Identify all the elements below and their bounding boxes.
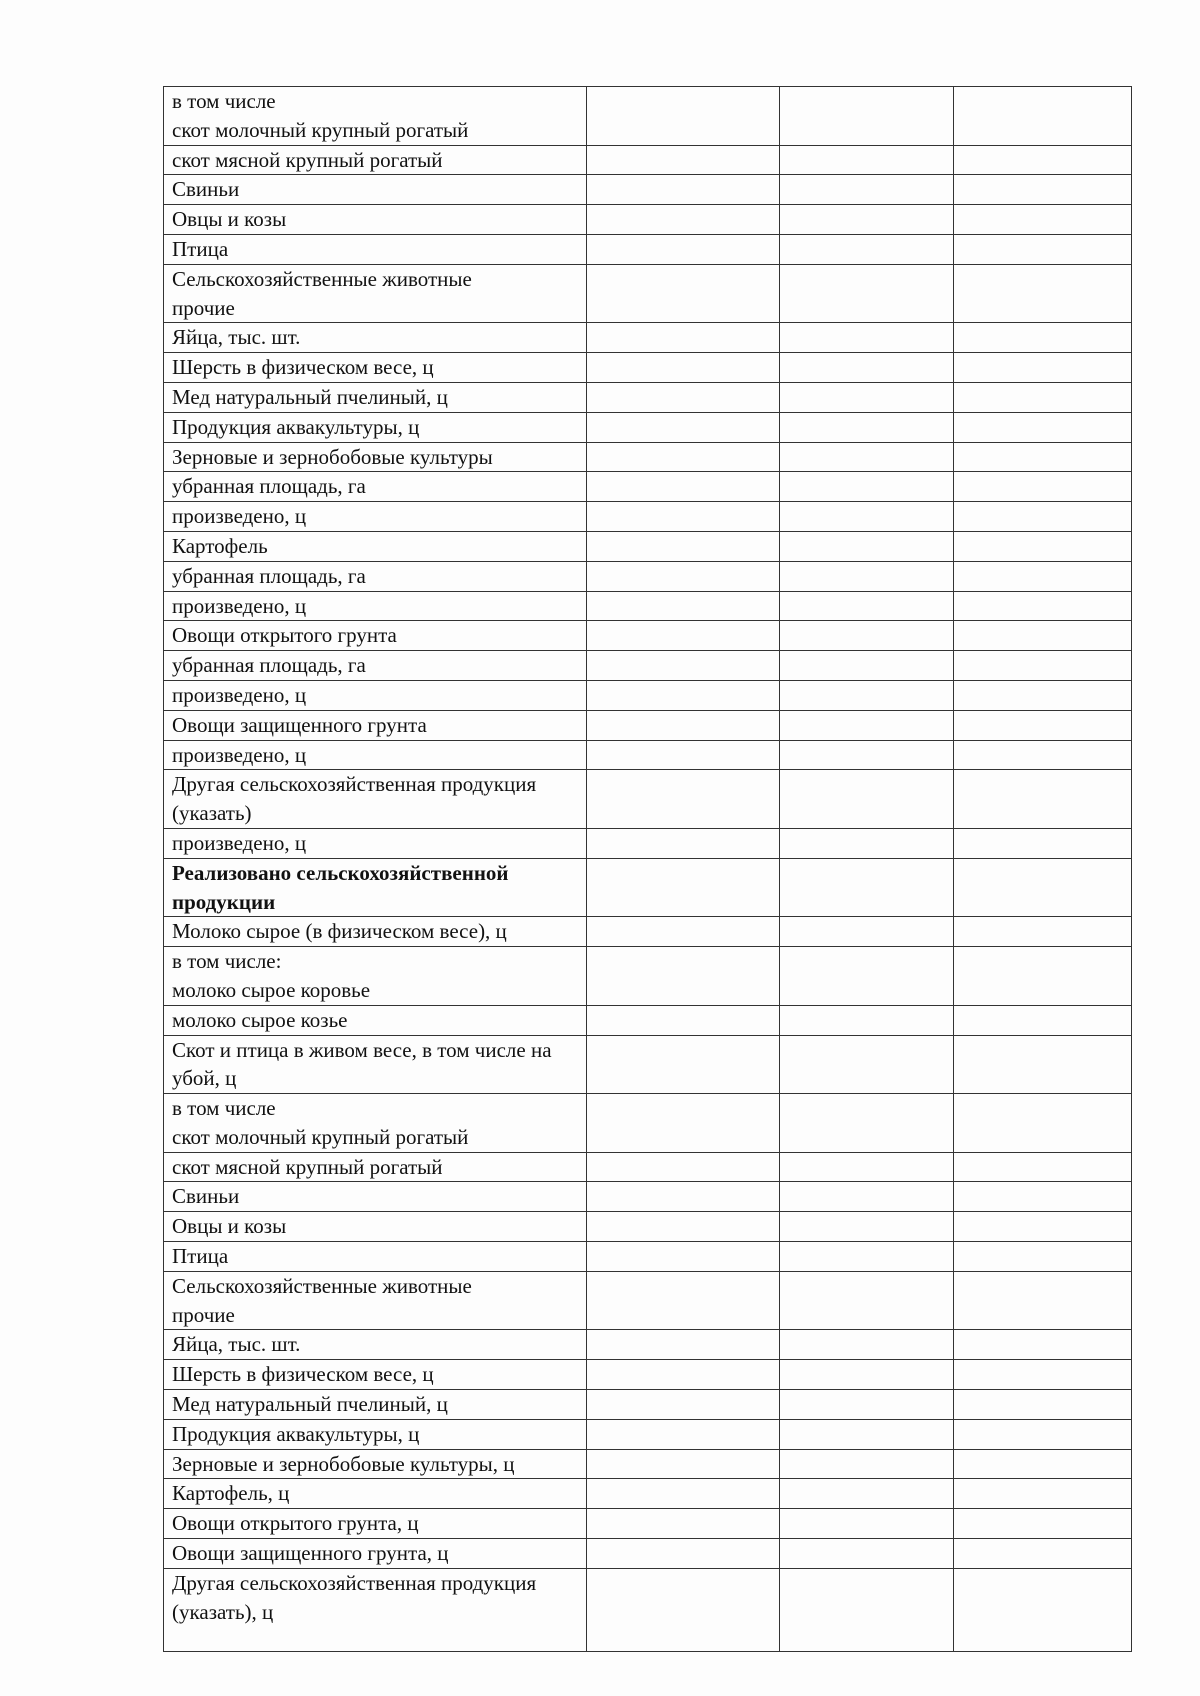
table-row bbox=[164, 1479, 1132, 1509]
row-label-line: убранная площадь, га bbox=[172, 563, 366, 588]
value-cell-3 bbox=[954, 947, 1132, 1006]
row-label bbox=[164, 947, 587, 1006]
value-cell-3 bbox=[954, 740, 1132, 770]
value-cell-3 bbox=[954, 1390, 1132, 1420]
table-row bbox=[164, 947, 1132, 1006]
value-cell-3 bbox=[954, 145, 1132, 175]
value-cell-1 bbox=[587, 1212, 780, 1242]
row-label-line: Яйца, тыс. шт. bbox=[172, 325, 301, 350]
table-row bbox=[164, 205, 1132, 235]
value-cell-2 bbox=[780, 323, 954, 353]
value-cell-1 bbox=[587, 858, 780, 917]
value-cell-3 bbox=[954, 1152, 1132, 1182]
value-cell-1 bbox=[587, 917, 780, 947]
row-label-line: скот молочный крупный рогатый bbox=[172, 1124, 469, 1149]
row-label bbox=[164, 412, 587, 442]
value-cell-1 bbox=[587, 1182, 780, 1212]
value-cell-3 bbox=[954, 651, 1132, 681]
value-cell-2 bbox=[780, 770, 954, 829]
value-cell-3 bbox=[954, 175, 1132, 205]
row-label-line: убранная площадь, га bbox=[172, 474, 366, 499]
value-cell-2 bbox=[780, 1419, 954, 1449]
row-label-line: в том числе: bbox=[172, 949, 282, 974]
row-label-line: Овцы и козы bbox=[172, 207, 287, 232]
value-cell-3 bbox=[954, 1271, 1132, 1330]
row-label-line: Яйца, тыс. шт. bbox=[172, 1332, 301, 1357]
row-label-line: Свиньи bbox=[172, 177, 240, 202]
value-cell-3 bbox=[954, 531, 1132, 561]
row-label-line: Картофель bbox=[172, 533, 268, 558]
value-cell-1 bbox=[587, 87, 780, 146]
row-label bbox=[164, 1182, 587, 1212]
table-row bbox=[164, 1360, 1132, 1390]
table-body bbox=[164, 87, 1132, 1652]
value-cell-3 bbox=[954, 591, 1132, 621]
value-cell-1 bbox=[587, 145, 780, 175]
value-cell-1 bbox=[587, 1390, 780, 1420]
value-cell-1 bbox=[587, 1152, 780, 1182]
table-row bbox=[164, 621, 1132, 651]
value-cell-3 bbox=[954, 1419, 1132, 1449]
row-label bbox=[164, 531, 587, 561]
row-label-line: Шерсть в физическом весе, ц bbox=[172, 355, 434, 380]
value-cell-2 bbox=[780, 175, 954, 205]
table-row bbox=[164, 680, 1132, 710]
table-row bbox=[164, 264, 1132, 323]
row-label-line: Шерсть в физическом весе, ц bbox=[172, 1362, 434, 1387]
row-label-line: произведено, ц bbox=[172, 593, 307, 618]
value-cell-3 bbox=[954, 1182, 1132, 1212]
value-cell-2 bbox=[780, 1330, 954, 1360]
table-row bbox=[164, 917, 1132, 947]
value-cell-1 bbox=[587, 353, 780, 383]
row-label bbox=[164, 621, 587, 651]
row-label bbox=[164, 561, 587, 591]
value-cell-2 bbox=[780, 87, 954, 146]
table-row bbox=[164, 1094, 1132, 1153]
row-label bbox=[164, 1212, 587, 1242]
row-label bbox=[164, 1479, 587, 1509]
row-label bbox=[164, 1449, 587, 1479]
row-label bbox=[164, 234, 587, 264]
row-label bbox=[164, 828, 587, 858]
value-cell-1 bbox=[587, 1242, 780, 1272]
value-cell-1 bbox=[587, 531, 780, 561]
table-row bbox=[164, 175, 1132, 205]
value-cell-1 bbox=[587, 1419, 780, 1449]
value-cell-3 bbox=[954, 1479, 1132, 1509]
table-row bbox=[164, 531, 1132, 561]
value-cell-3 bbox=[954, 1360, 1132, 1390]
table-row bbox=[164, 1152, 1132, 1182]
value-cell-2 bbox=[780, 651, 954, 681]
value-cell-1 bbox=[587, 1509, 780, 1539]
value-cell-3 bbox=[954, 502, 1132, 532]
table-row bbox=[164, 651, 1132, 681]
row-label-line: произведено, ц bbox=[172, 504, 307, 529]
row-label-line: Мед натуральный пчелиный, ц bbox=[172, 384, 448, 409]
table-row bbox=[164, 442, 1132, 472]
row-label bbox=[164, 591, 587, 621]
row-label bbox=[164, 917, 587, 947]
table-row bbox=[164, 710, 1132, 740]
value-cell-3 bbox=[954, 205, 1132, 235]
value-cell-3 bbox=[954, 323, 1132, 353]
value-cell-1 bbox=[587, 1360, 780, 1390]
value-cell-3 bbox=[954, 1568, 1132, 1651]
table-row bbox=[164, 323, 1132, 353]
value-cell-1 bbox=[587, 412, 780, 442]
table-row bbox=[164, 502, 1132, 532]
value-cell-2 bbox=[780, 1449, 954, 1479]
table-row bbox=[164, 1330, 1132, 1360]
value-cell-3 bbox=[954, 412, 1132, 442]
table-row bbox=[164, 1242, 1132, 1272]
value-cell-1 bbox=[587, 651, 780, 681]
value-cell-2 bbox=[780, 710, 954, 740]
row-label-line: Молоко сырое (в физическом весе), ц bbox=[172, 919, 507, 944]
value-cell-3 bbox=[954, 234, 1132, 264]
row-label bbox=[164, 442, 587, 472]
value-cell-1 bbox=[587, 234, 780, 264]
value-cell-2 bbox=[780, 591, 954, 621]
value-cell-3 bbox=[954, 680, 1132, 710]
value-cell-1 bbox=[587, 1479, 780, 1509]
value-cell-3 bbox=[954, 1330, 1132, 1360]
value-cell-1 bbox=[587, 442, 780, 472]
value-cell-2 bbox=[780, 234, 954, 264]
table-row bbox=[164, 382, 1132, 412]
row-label bbox=[164, 740, 587, 770]
table-row bbox=[164, 1509, 1132, 1539]
table-row bbox=[164, 353, 1132, 383]
table-row bbox=[164, 1449, 1132, 1479]
row-label-line: в том числе bbox=[172, 89, 276, 113]
value-cell-2 bbox=[780, 740, 954, 770]
value-cell-2 bbox=[780, 917, 954, 947]
value-cell-1 bbox=[587, 1449, 780, 1479]
row-label bbox=[164, 502, 587, 532]
table-row bbox=[164, 740, 1132, 770]
row-label-line: Овцы и козы bbox=[172, 1214, 287, 1239]
value-cell-2 bbox=[780, 1360, 954, 1390]
value-cell-2 bbox=[780, 1035, 954, 1094]
row-label-line: Птица bbox=[172, 236, 229, 261]
row-label bbox=[164, 1419, 587, 1449]
row-label: Скот и птица в живом весе, в том числе на убой, ц bbox=[164, 1035, 587, 1094]
value-cell-1 bbox=[587, 1094, 780, 1153]
value-cell-3 bbox=[954, 1539, 1132, 1569]
row-label bbox=[164, 651, 587, 681]
value-cell-2 bbox=[780, 264, 954, 323]
value-cell-3 bbox=[954, 770, 1132, 829]
value-cell-3 bbox=[954, 917, 1132, 947]
value-cell-2 bbox=[780, 1479, 954, 1509]
row-label-line: Продукция аквакультуры, ц bbox=[172, 1421, 420, 1446]
row-label bbox=[164, 1152, 587, 1182]
value-cell-2 bbox=[780, 1182, 954, 1212]
value-cell-2 bbox=[780, 1539, 954, 1569]
row-label-line: скот мясной крупный рогатый bbox=[172, 1154, 443, 1179]
value-cell-3 bbox=[954, 1242, 1132, 1272]
row-label-line: Овощи защищенного грунта bbox=[172, 712, 427, 737]
value-cell-3 bbox=[954, 621, 1132, 651]
value-cell-1 bbox=[587, 502, 780, 532]
value-cell-3 bbox=[954, 561, 1132, 591]
row-label bbox=[164, 710, 587, 740]
value-cell-3 bbox=[954, 1509, 1132, 1539]
row-label bbox=[164, 1242, 587, 1272]
value-cell-3 bbox=[954, 264, 1132, 323]
value-cell-3 bbox=[954, 1094, 1132, 1153]
table-row bbox=[164, 87, 1132, 146]
row-label: Другая сельскохозяйственная продукция (указать), ц bbox=[164, 1568, 587, 1651]
row-label-line: Зерновые и зернобобовые культуры bbox=[172, 444, 493, 469]
value-cell-2 bbox=[780, 442, 954, 472]
row-label-line: молоко сырое козье bbox=[172, 1007, 348, 1032]
value-cell-1 bbox=[587, 1539, 780, 1569]
row-label-line: скот мясной крупный рогатый bbox=[172, 147, 443, 172]
row-label-line: Зерновые и зернобобовые культуры, ц bbox=[172, 1451, 515, 1476]
value-cell-3 bbox=[954, 1005, 1132, 1035]
row-label bbox=[164, 1509, 587, 1539]
row-label bbox=[164, 382, 587, 412]
table-row bbox=[164, 145, 1132, 175]
value-cell-2 bbox=[780, 1212, 954, 1242]
value-cell-3 bbox=[954, 1212, 1132, 1242]
row-label-line: Птица bbox=[172, 1244, 229, 1269]
row-label-line: Овощи защищенного грунта, ц bbox=[172, 1541, 449, 1566]
table-row bbox=[164, 1182, 1132, 1212]
row-label bbox=[164, 323, 587, 353]
value-cell-3 bbox=[954, 858, 1132, 917]
value-cell-2 bbox=[780, 947, 954, 1006]
row-label-line: произведено, ц bbox=[172, 682, 307, 707]
row-label-line: Продукция аквакультуры, ц bbox=[172, 414, 420, 439]
row-label bbox=[164, 1330, 587, 1360]
value-cell-3 bbox=[954, 442, 1132, 472]
table-row bbox=[164, 412, 1132, 442]
row-label bbox=[164, 145, 587, 175]
value-cell-1 bbox=[587, 740, 780, 770]
table-row bbox=[164, 1419, 1132, 1449]
table-row bbox=[164, 1539, 1132, 1569]
value-cell-1 bbox=[587, 561, 780, 591]
value-cell-1 bbox=[587, 621, 780, 651]
value-cell-2 bbox=[780, 1094, 954, 1153]
table-row bbox=[164, 1035, 1132, 1094]
table-row bbox=[164, 1568, 1132, 1651]
value-cell-3 bbox=[954, 1035, 1132, 1094]
row-label-line: молоко сырое коровье bbox=[172, 977, 371, 1002]
value-cell-2 bbox=[780, 680, 954, 710]
row-label bbox=[164, 1094, 587, 1153]
value-cell-2 bbox=[780, 1152, 954, 1182]
value-cell-1 bbox=[587, 175, 780, 205]
table-row bbox=[164, 1390, 1132, 1420]
row-label bbox=[164, 353, 587, 383]
section-heading: Реализовано сельскохозяйственной продукции bbox=[164, 858, 587, 917]
row-label-line: произведено, ц bbox=[172, 742, 307, 767]
value-cell-1 bbox=[587, 1330, 780, 1360]
value-cell-2 bbox=[780, 828, 954, 858]
row-label-line: прочие bbox=[172, 1302, 235, 1327]
value-cell-2 bbox=[780, 1390, 954, 1420]
row-label-line: Сельскохозяйственные животные bbox=[172, 1273, 472, 1298]
value-cell-1 bbox=[587, 710, 780, 740]
value-cell-2 bbox=[780, 412, 954, 442]
row-label-line: Овощи открытого грунта, ц bbox=[172, 1511, 419, 1536]
value-cell-2 bbox=[780, 531, 954, 561]
table-row bbox=[164, 770, 1132, 829]
row-label bbox=[164, 87, 587, 146]
row-label bbox=[164, 205, 587, 235]
table-row bbox=[164, 472, 1132, 502]
value-cell-1 bbox=[587, 1568, 780, 1651]
value-cell-1 bbox=[587, 1271, 780, 1330]
value-cell-2 bbox=[780, 145, 954, 175]
value-cell-1 bbox=[587, 1035, 780, 1094]
table-row bbox=[164, 591, 1132, 621]
value-cell-2 bbox=[780, 502, 954, 532]
row-label-line: Овощи открытого грунта bbox=[172, 623, 397, 648]
table-row bbox=[164, 1212, 1132, 1242]
row-label-line: Свиньи bbox=[172, 1184, 240, 1209]
value-cell-3 bbox=[954, 353, 1132, 383]
value-cell-1 bbox=[587, 472, 780, 502]
row-label-line: Сельскохозяйственные животные bbox=[172, 266, 472, 291]
value-cell-2 bbox=[780, 858, 954, 917]
value-cell-2 bbox=[780, 353, 954, 383]
value-cell-1 bbox=[587, 828, 780, 858]
value-cell-2 bbox=[780, 382, 954, 412]
table-row bbox=[164, 561, 1132, 591]
row-label bbox=[164, 1271, 587, 1330]
value-cell-1 bbox=[587, 382, 780, 412]
row-label bbox=[164, 472, 587, 502]
table-row bbox=[164, 234, 1132, 264]
row-label-line: прочие bbox=[172, 295, 235, 320]
row-label: Другая сельскохозяйственная продукция (указать) bbox=[164, 770, 587, 829]
table-row bbox=[164, 1005, 1132, 1035]
value-cell-2 bbox=[780, 472, 954, 502]
row-label-line: скот молочный крупный рогатый bbox=[172, 117, 469, 142]
value-cell-3 bbox=[954, 1449, 1132, 1479]
section-heading-row bbox=[164, 858, 1132, 917]
row-label bbox=[164, 680, 587, 710]
row-label bbox=[164, 175, 587, 205]
value-cell-3 bbox=[954, 710, 1132, 740]
row-label-line: убранная площадь, га bbox=[172, 653, 366, 678]
value-cell-1 bbox=[587, 323, 780, 353]
agricultural-production-table bbox=[163, 86, 1132, 1652]
value-cell-1 bbox=[587, 680, 780, 710]
value-cell-3 bbox=[954, 382, 1132, 412]
value-cell-1 bbox=[587, 770, 780, 829]
value-cell-1 bbox=[587, 1005, 780, 1035]
value-cell-3 bbox=[954, 828, 1132, 858]
row-label bbox=[164, 1360, 587, 1390]
value-cell-2 bbox=[780, 205, 954, 235]
value-cell-3 bbox=[954, 472, 1132, 502]
value-cell-2 bbox=[780, 561, 954, 591]
value-cell-2 bbox=[780, 1005, 954, 1035]
row-label-line: Мед натуральный пчелиный, ц bbox=[172, 1392, 448, 1417]
value-cell-1 bbox=[587, 205, 780, 235]
value-cell-2 bbox=[780, 1568, 954, 1651]
value-cell-2 bbox=[780, 621, 954, 651]
row-label-line: в том числе bbox=[172, 1096, 276, 1121]
row-label-line: произведено, ц bbox=[172, 830, 307, 855]
value-cell-3 bbox=[954, 87, 1132, 146]
value-cell-2 bbox=[780, 1242, 954, 1272]
row-label-line: Картофель, ц bbox=[172, 1481, 290, 1506]
table-row bbox=[164, 1271, 1132, 1330]
row-label bbox=[164, 264, 587, 323]
row-label bbox=[164, 1539, 587, 1569]
value-cell-1 bbox=[587, 264, 780, 323]
value-cell-1 bbox=[587, 591, 780, 621]
value-cell-1 bbox=[587, 947, 780, 1006]
table-row bbox=[164, 828, 1132, 858]
value-cell-2 bbox=[780, 1509, 954, 1539]
row-label bbox=[164, 1005, 587, 1035]
value-cell-2 bbox=[780, 1271, 954, 1330]
row-label bbox=[164, 1390, 587, 1420]
